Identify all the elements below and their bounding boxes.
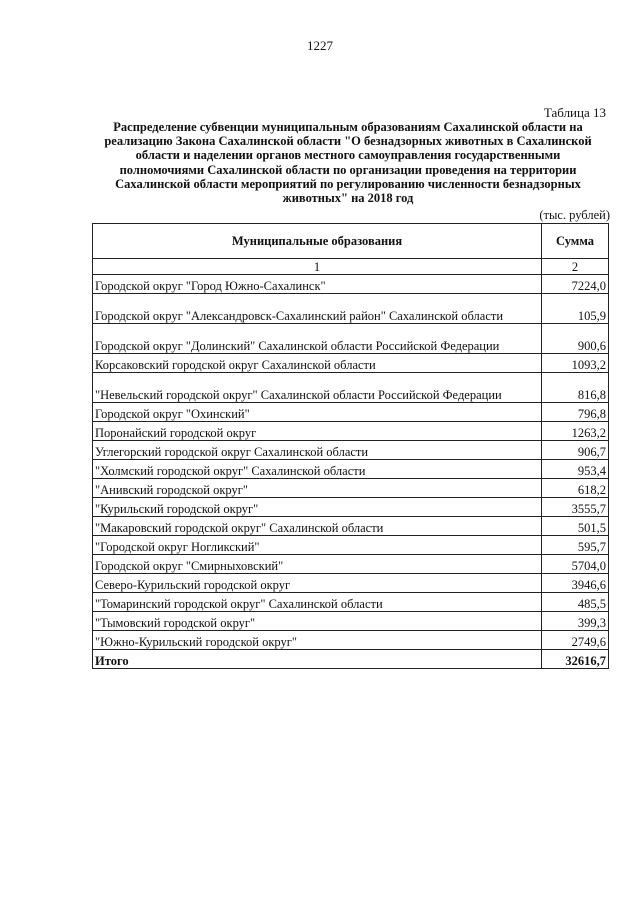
subvention-sum: 501,5 (542, 517, 609, 536)
municipality-name: Городской округ "Смирныховский" (93, 555, 542, 574)
subvention-sum: 618,2 (542, 479, 609, 498)
table-row (93, 460, 609, 479)
municipality-name: Городской округ "Город Южно-Сахалинск" (93, 275, 542, 294)
subvention-sum: 900,6 (542, 324, 609, 354)
table-row (93, 422, 609, 441)
municipality-name: Северо-Курильский городской округ (93, 574, 542, 593)
table-row (93, 294, 609, 324)
table-row (93, 479, 609, 498)
subvention-sum: 595,7 (542, 536, 609, 555)
subvention-sum: 953,4 (542, 460, 609, 479)
municipality-name: Городской округ "Долинский" Сахалинской области Российской Федерации (93, 324, 542, 354)
subvention-table (92, 223, 609, 669)
municipality-name: Корсаковский городской округ Сахалинской области (93, 354, 542, 373)
subvention-sum: 2749,6 (542, 631, 609, 650)
municipality-name: Поронайский городской округ (93, 422, 542, 441)
subvention-sum: 7224,0 (542, 275, 609, 294)
total-row (93, 650, 609, 669)
table-row (93, 517, 609, 536)
subvention-sum: 5704,0 (542, 555, 609, 574)
table-label: Таблица 13 (543, 105, 606, 120)
page-number: 1227 (307, 38, 333, 53)
municipality-name: "Городской округ Ногликский" (93, 536, 542, 555)
table-row (93, 275, 609, 294)
table-row (93, 574, 609, 593)
subvention-sum: 816,8 (542, 373, 609, 403)
subvention-sum: 485,5 (542, 593, 609, 612)
municipality-name: "Томаринский городской округ" Сахалинской области (93, 593, 542, 612)
municipality-name: "Макаровский городской округ" Сахалинской области (93, 517, 542, 536)
subvention-sum: 105,9 (542, 294, 609, 324)
municipality-name: "Курильский городской округ" (93, 498, 542, 517)
column-number-2: 2 (542, 259, 609, 275)
table-row (93, 354, 609, 373)
total-label: Итого (93, 650, 542, 669)
table-row (93, 536, 609, 555)
table-row (93, 555, 609, 574)
municipality-name: "Анивский городской округ" (93, 479, 542, 498)
table-row (93, 324, 609, 354)
total-sum: 32616,7 (542, 650, 609, 669)
header-sum: Сумма (542, 224, 609, 259)
column-number-1: 1 (93, 259, 542, 275)
municipality-name: "Невельский городской округ" Сахалинской области Российской Федерации (93, 373, 542, 403)
column-number-row (93, 259, 609, 275)
subvention-sum: 3555,7 (542, 498, 609, 517)
municipality-name: Городской округ "Александровск-Сахалинский район" Сахалинской области (93, 294, 542, 324)
table-header-row (93, 224, 609, 259)
municipality-name: "Холмский городской округ" Сахалинской области (93, 460, 542, 479)
table-row (93, 441, 609, 460)
subvention-sum: 906,7 (542, 441, 609, 460)
table-row (93, 593, 609, 612)
subvention-sum: 399,3 (542, 612, 609, 631)
table-row (93, 631, 609, 650)
subvention-sum: 1263,2 (542, 422, 609, 441)
table-row (93, 612, 609, 631)
subvention-sum: 796,8 (542, 403, 609, 422)
municipality-name: "Тымовский городской округ" (93, 612, 542, 631)
header-municipality: Муниципальные образования (93, 224, 542, 259)
table-row (93, 498, 609, 517)
municipality-name: "Южно-Курильский городской округ" (93, 631, 542, 650)
municipality-name: Городской округ "Охинский" (93, 403, 542, 422)
subvention-sum: 1093,2 (542, 354, 609, 373)
document-title: Распределение субвенции муниципальным образованиям Сахалинской области на реализацию Закона Сахалинской области "О безнадзорных животных в Сахалинской области и наделении органов местного самоуправления государственными полномочиями Сахалинской области по организации проведения на территории Сахалинской области мероприятий по регулированию численности безнадзорных животных" на 2018 год (104, 120, 592, 206)
municipality-name: Углегорский городской округ Сахалинской области (93, 441, 542, 460)
table-row (93, 373, 609, 403)
table-row (93, 403, 609, 422)
units-label: (тыс. рублей) (539, 208, 610, 222)
subvention-sum: 3946,6 (542, 574, 609, 593)
